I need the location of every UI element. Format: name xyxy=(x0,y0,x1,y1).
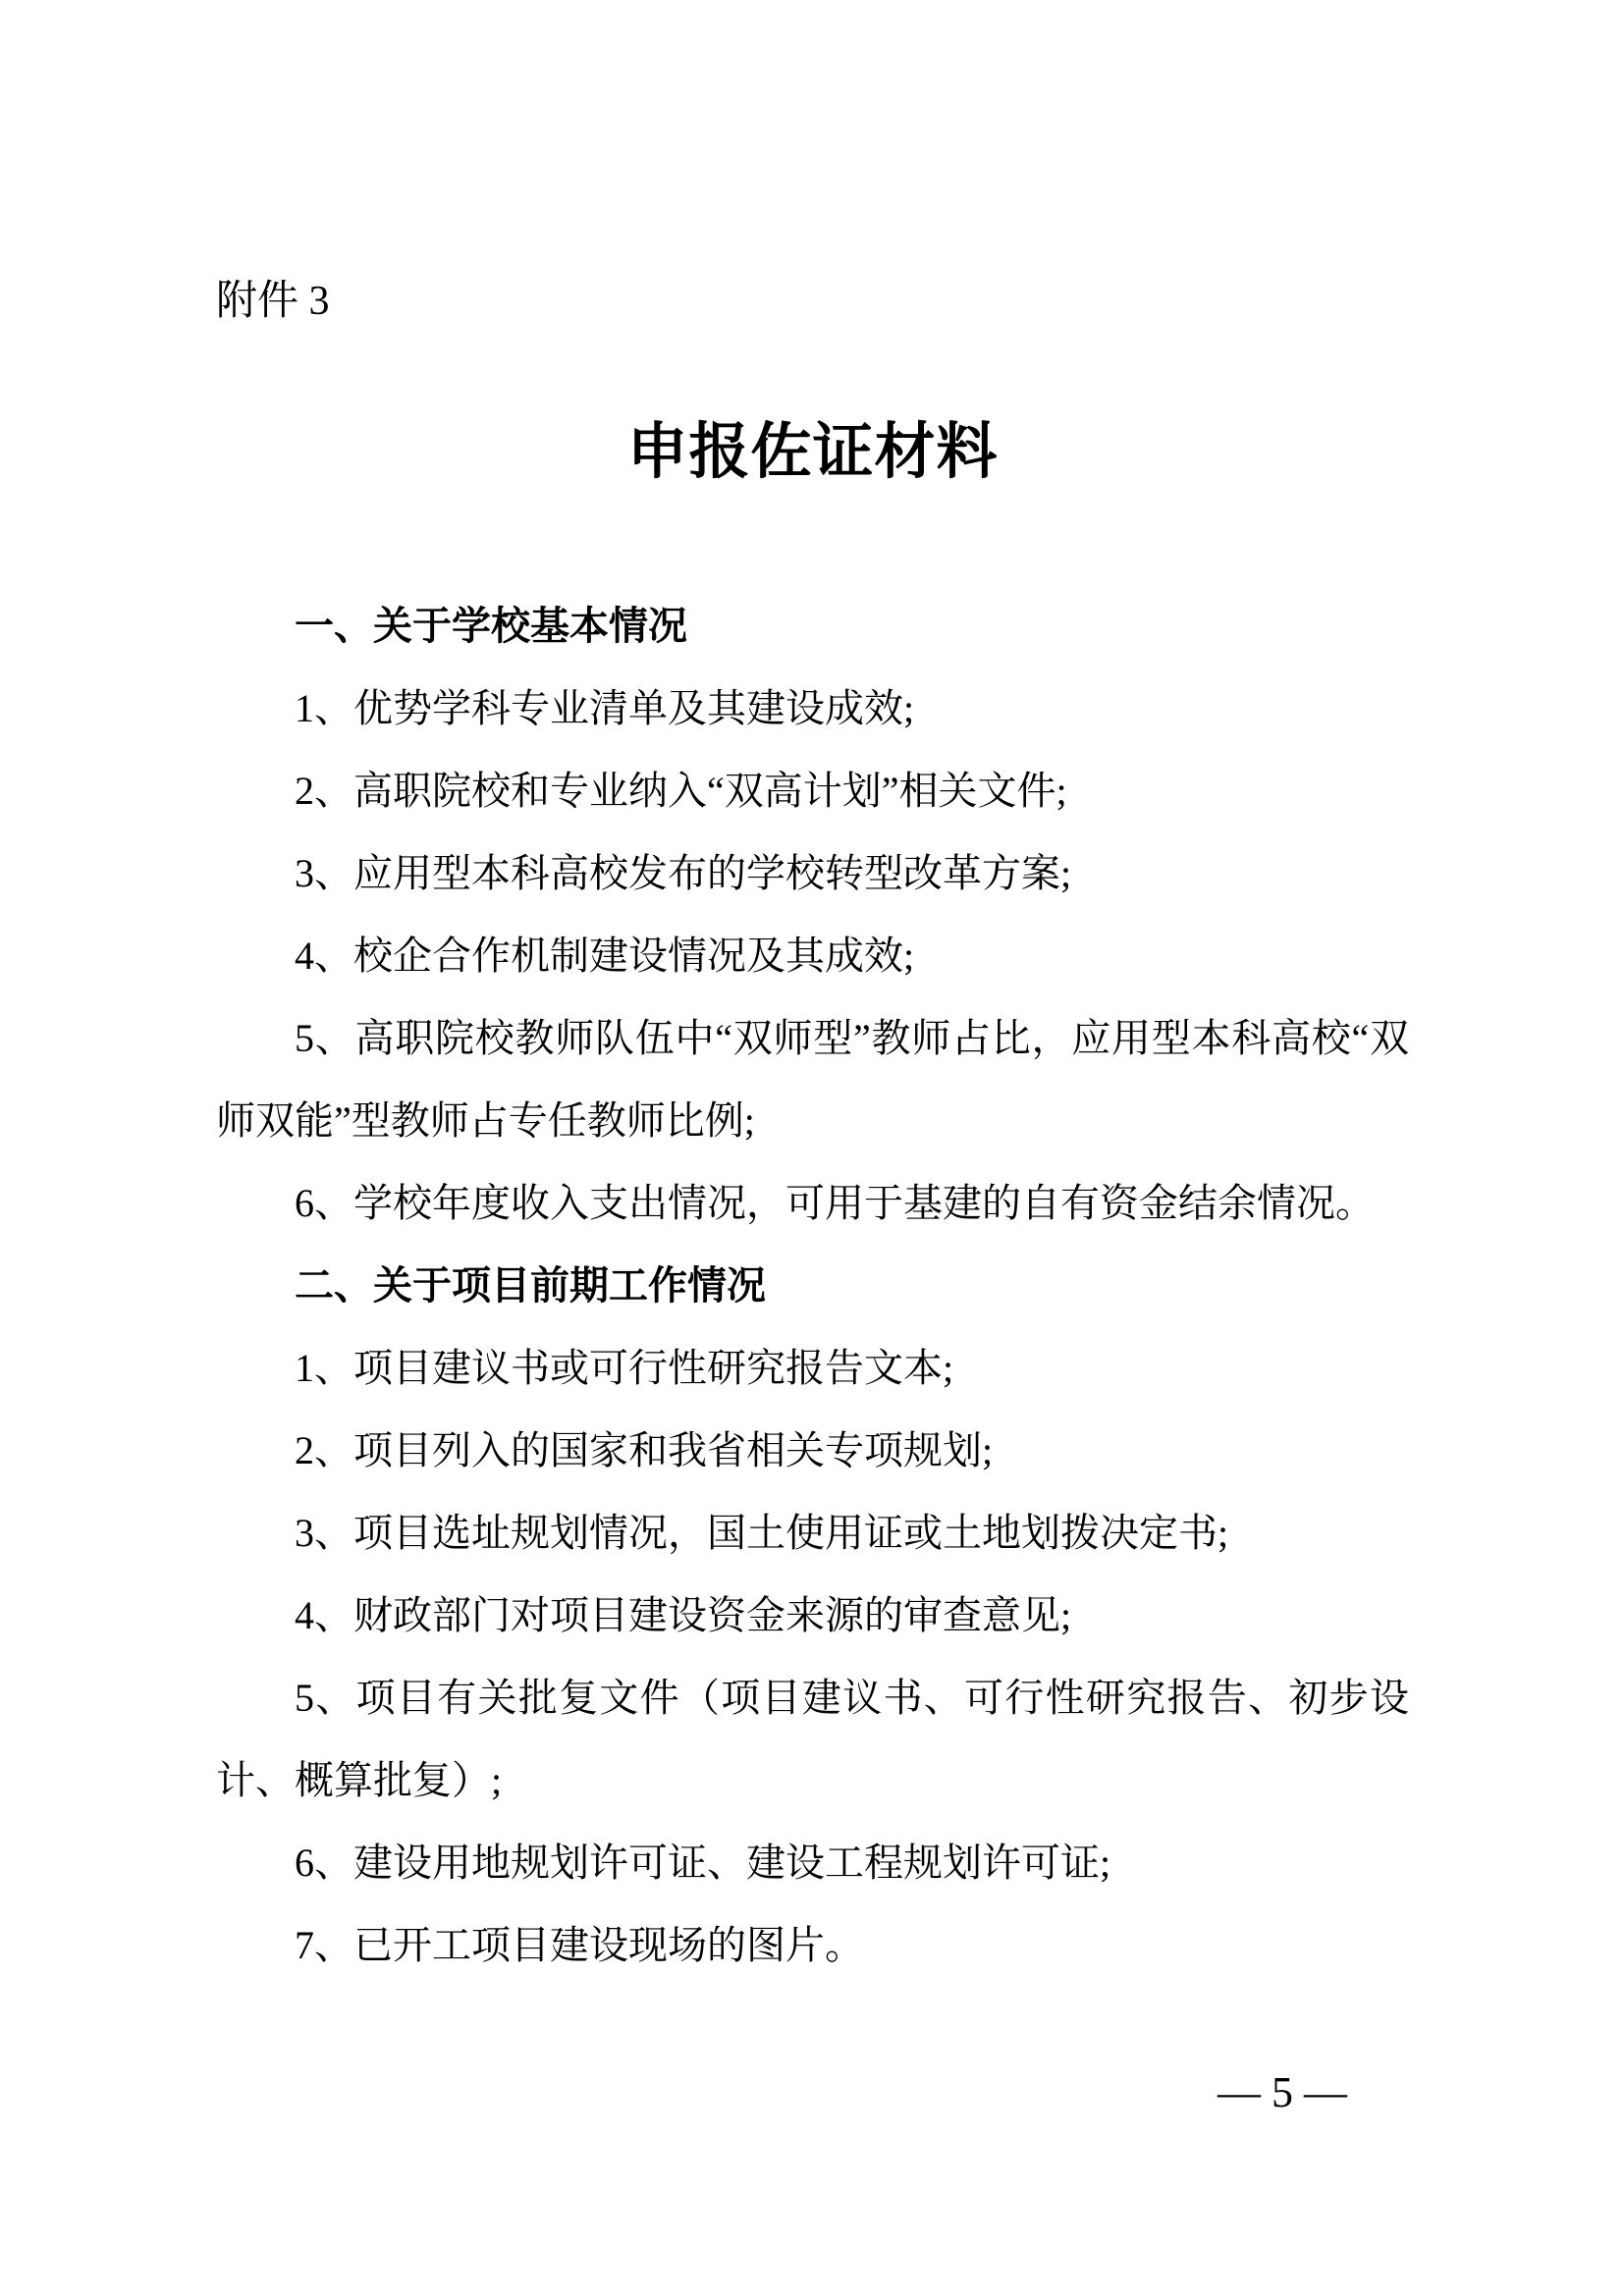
section-2-item-6: 6、建设用地规划许可证、建设工程规划许可证; xyxy=(295,1841,1111,1885)
section-2-item-4: 4、财政部门对项目建设资金来源的审查意见; xyxy=(295,1593,1072,1637)
document-body xyxy=(216,585,1409,1987)
section-2-item-1: 1、项目建议书或可行性研究报告文本; xyxy=(295,1346,954,1390)
section-1-item-5: 5、高职院校教师队伍中“双师型”教师占比，应用型本科高校“双师双能”型教师占专任教师比例; xyxy=(216,1016,1409,1143)
section-2-item-7: 7、已开工项目建设现场的图片。 xyxy=(295,1923,864,1967)
section-2-heading: 二、关于项目前期工作情况 xyxy=(295,1264,766,1308)
document-title: 申报佐证材料 xyxy=(626,419,999,486)
section-1-item-2: 2、高职院校和专业纳入“双高计划”相关文件; xyxy=(295,769,1067,813)
section-1-item-3: 3、应用型本科高校发布的学校转型改革方案; xyxy=(295,851,1072,895)
page-number: — 5 — xyxy=(1218,2068,1347,2116)
attachment-label: 附件 3 xyxy=(216,279,330,324)
section-1-item-1: 1、优势学科专业清单及其建设成效; xyxy=(295,686,915,730)
section-2-item-2: 2、项目列入的国家和我省相关专项规划; xyxy=(295,1428,994,1472)
section-2-item-3: 3、项目选址规划情况，国土使用证或土地划拨决定书; xyxy=(295,1511,1229,1555)
section-1-item-4: 4、校企合作机制建设情况及其成效; xyxy=(295,934,915,978)
section-2-item-5: 5、项目有关批复文件（项目建议书、可行性研究报告、初步设计、概算批复）; xyxy=(216,1676,1409,1802)
section-1-item-6: 6、学校年度收入支出情况，可用于基建的自有资金结余情况。 xyxy=(295,1181,1375,1225)
section-1-heading: 一、关于学校基本情况 xyxy=(295,605,687,648)
